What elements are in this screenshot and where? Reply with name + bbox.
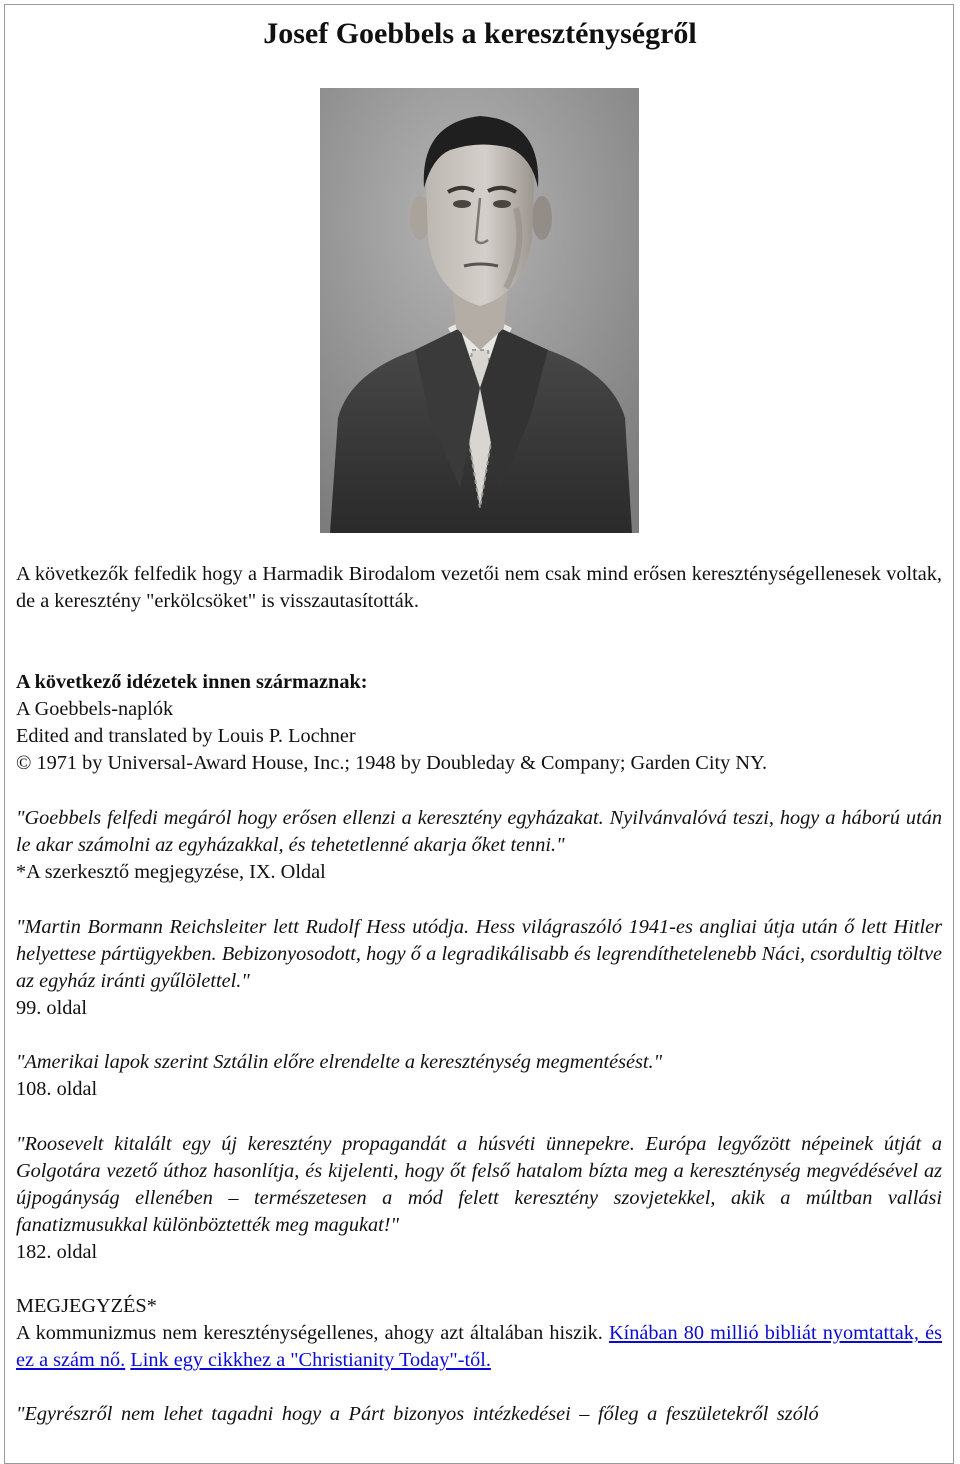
bible-link[interactable]: Kínában 80 millió bibliát nyomtattak, és ez a szám nő. bbox=[16, 1322, 943, 1371]
page-title: Josef Goebbels a kereszténységről bbox=[263, 17, 697, 50]
intro-paragraph: A következők felfedik hogy a Harmadik Birodalom vezetői nem csak mind erősen kereszténységellenesek voltak, de a keresztény "erkölcsöket" is visszautasították. bbox=[16, 563, 942, 612]
quote-block bbox=[16, 1049, 942, 1103]
quote-text: "Goebbels felfedi megáról hogy erősen ellenzi a keresztény egyházakat. Nyilvánvalóvá teszi, hogy a háború után le akar számolni az egyházakkal, és tehetetlenné akarja őket tenni." bbox=[16, 807, 942, 856]
quote-text: "Amerikai lapok szerint Sztálin előre elrendelte a kereszténység megmentésést." bbox=[16, 1051, 663, 1073]
quote-ref: *A szerkesztő megjegyzése, IX. Oldal bbox=[16, 861, 326, 883]
source-copyright: © 1971 by Universal-Award House, Inc.; 1948 by Doubleday & Company; Garden City NY. bbox=[16, 752, 768, 774]
source-block bbox=[16, 669, 942, 777]
quote-text: "Roosevelt kitalált egy új keresztény propagandát a húsvéti ünnepekre. Európa legyőzött népeinek útját a Golgotára vezető úthoz hasonlítja, és kijelenti, hogy őt felső hatalom bízta meg a kereszténység megvédésével az újpogányság ellenében – természetesen a mód felett keresztény szovjetekkel, akik a múltban vallási fanatizmusukkal különböztették meg magukat!" bbox=[16, 1133, 942, 1236]
quote-block bbox=[16, 1131, 942, 1266]
article-link[interactable]: Link egy cikkhez a "Christianity Today"-től. bbox=[130, 1349, 491, 1371]
source-editor: Edited and translated by Louis P. Lochner bbox=[16, 725, 356, 747]
source-heading: A következő idézetek innen származnak: bbox=[16, 671, 368, 693]
note-body: A kommunizmus nem kereszténységellenes, ahogy azt általában hiszik. bbox=[16, 1322, 603, 1344]
note-heading: MEGJEGYZÉS* bbox=[16, 1295, 157, 1317]
quote-block bbox=[16, 914, 942, 1022]
quote-ref: 108. oldal bbox=[16, 1078, 98, 1100]
note-text bbox=[16, 1320, 942, 1374]
quote-ref: 182. oldal bbox=[16, 1241, 98, 1263]
source-book: A Goebbels-naplók bbox=[16, 698, 174, 720]
portrait-photo bbox=[320, 88, 639, 533]
last-quote: "Egyrészről nem lehet tagadni hogy a Párt bizonyos intézkedései – főleg a feszületekről szóló bbox=[16, 1403, 819, 1425]
quote-text: "Martin Bormann Reichsleiter lett Rudolf Hess utódja. Hess világraszóló 1941-es angliai útja után ő lett Hitler helyettese pártügyekben. Bebizonyosodott, hogy ő a legradikálisabb és legrendíthetelenebb Náci, csordultig töltve az egyház iránti gyűlölettel." bbox=[16, 916, 942, 992]
quote-ref: 99. oldal bbox=[16, 997, 87, 1019]
note-block bbox=[16, 1293, 942, 1374]
quote-block bbox=[16, 805, 942, 886]
